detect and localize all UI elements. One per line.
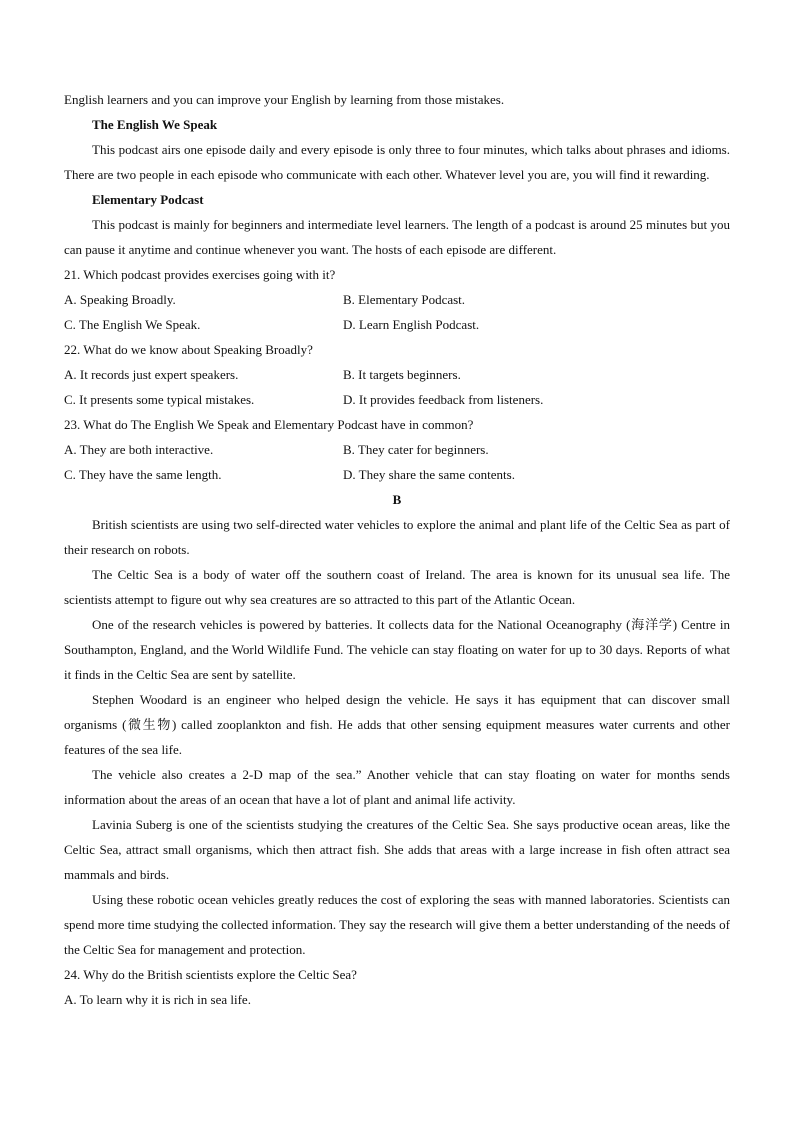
question-stem: 22. What do we know about Speaking Broadly? bbox=[64, 342, 313, 357]
option-d: D. They share the same contents. bbox=[343, 467, 515, 482]
section-label: B bbox=[392, 492, 402, 507]
passage-paragraph: Using these robotic ocean vehicles greatly reduces the cost of exploring the seas with manned laboratories. Scientists can spend more time studying the collected information. They say the research will give them a better understanding of the needs of the Celtic Sea for management and protection. bbox=[64, 892, 730, 957]
podcast-title: The English We Speak bbox=[92, 117, 218, 132]
option-c: C. The English We Speak. bbox=[64, 317, 201, 332]
podcast-description: This podcast is mainly for beginners and intermediate level learners. The length of a podcast is around 25 minutes but you can pause it anytime and continue whenever you want. The hosts of each episode are different. bbox=[64, 217, 730, 257]
options-row bbox=[64, 287, 730, 312]
document-page bbox=[64, 87, 730, 1012]
passage-paragraph: Stephen Woodard is an engineer who helped design the vehicle. He says it has equipment that can discover small organisms (微生物) called zooplankton and fish. He adds that other sensing equipment measures water currents and other features of the sea life. bbox=[64, 692, 730, 757]
question-stem: 21. Which podcast provides exercises going with it? bbox=[64, 267, 336, 282]
passage-paragraph: Lavinia Suberg is one of the scientists studying the creatures of the Celtic Sea. She says productive ocean areas, like the Celtic Sea, attract small organisms, which then attract fish. She adds that areas with a large increase in fish often attract sea mammals and birds. bbox=[64, 817, 730, 882]
question-stem: 24. Why do the British scientists explore the Celtic Sea? bbox=[64, 967, 357, 982]
option-b: B. Elementary Podcast. bbox=[343, 292, 466, 307]
option-b: B. It targets beginners. bbox=[343, 367, 461, 382]
option-a: A. To learn why it is rich in sea life. bbox=[64, 992, 251, 1007]
question-22 bbox=[64, 337, 730, 412]
option-a: A. It records just expert speakers. bbox=[64, 367, 239, 382]
options-row bbox=[64, 462, 730, 487]
passage-paragraph: British scientists are using two self-directed water vehicles to explore the animal and plant life of the Celtic Sea as part of their research on robots. bbox=[64, 517, 730, 557]
options-row bbox=[64, 387, 730, 412]
passage-paragraph: The Celtic Sea is a body of water off the southern coast of Ireland. The area is known for its unusual sea life. The scientists attempt to figure out why sea creatures are so attracted to this part of the Atlantic Ocean. bbox=[64, 567, 730, 607]
podcast-title: Elementary Podcast bbox=[92, 192, 204, 207]
option-a: A. They are both interactive. bbox=[64, 442, 214, 457]
question-stem: 23. What do The English We Speak and Elementary Podcast have in common? bbox=[64, 417, 474, 432]
option-a: A. Speaking Broadly. bbox=[64, 292, 176, 307]
passage-paragraph: One of the research vehicles is powered by batteries. It collects data for the National Oceanography (海洋学) Centre in Southampton, England, and the World Wildlife Fund. The vehicle can stay floating on water for up to 30 days. Reports of what it finds in the Celtic Sea are sent by satellite. bbox=[64, 617, 730, 682]
continued-paragraph: English learners and you can improve your English by learning from those mistakes. bbox=[64, 92, 505, 107]
options-row bbox=[64, 362, 730, 387]
question-21 bbox=[64, 262, 730, 337]
option-c: C. They have the same length. bbox=[64, 467, 222, 482]
option-d: D. Learn English Podcast. bbox=[343, 317, 480, 332]
options-row bbox=[64, 437, 730, 462]
options-row bbox=[64, 312, 730, 337]
passage-paragraph: The vehicle also creates a 2-D map of the sea.” Another vehicle that can stay floating on water for months sends information about the areas of an ocean that have a lot of plant and animal life activity. bbox=[64, 767, 730, 807]
option-c: C. It presents some typical mistakes. bbox=[64, 392, 255, 407]
option-b: B. They cater for beginners. bbox=[343, 442, 489, 457]
question-23 bbox=[64, 412, 730, 487]
podcast-description: This podcast airs one episode daily and every episode is only three to four minutes, which talks about phrases and idioms. There are two people in each episode who communicate with each other. Whatever level you are, you will find it rewarding. bbox=[64, 142, 730, 182]
option-d: D. It provides feedback from listeners. bbox=[343, 392, 544, 407]
